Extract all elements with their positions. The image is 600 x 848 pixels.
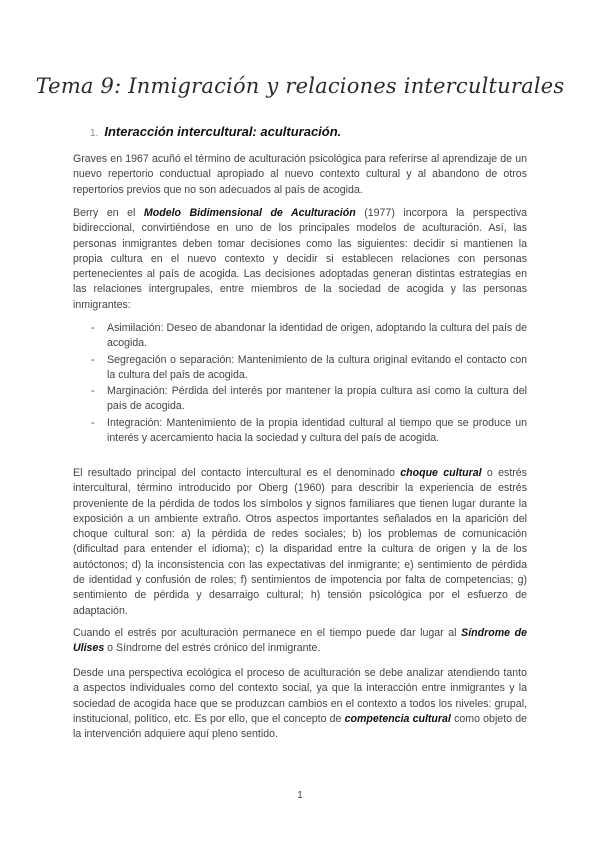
text-span: o Síndrome del estrés crónico del inmigrante. xyxy=(104,642,321,655)
bold-term: Síndrome de Ulises xyxy=(73,627,527,655)
list-item xyxy=(73,321,527,352)
list-item-text: Marginación: Pérdida del interés por mantener la propia cultura así como la cultura del país de acogida. xyxy=(107,385,527,413)
list-item xyxy=(73,384,527,415)
text-span: El resultado principal del contacto intercultural es el denominado xyxy=(73,467,401,479)
page-number: 1 xyxy=(297,790,303,801)
text-span: o estrés intercultural, término introducido por Oberg (1960) para describir la experiencia de estrés proveniente de la pérdida de todos los símbolos y signos familiares que tienen lugar durante la exposición a un ambiente extraño. Otros aspectos importantes señalados en la aparición del choque cultural son: a) la pérdida de redes sociales; b) los problemas de comunicación (dificultad para entender el idioma); c) la disparidad entre la cultura de origen y la de los autóctonos; d) la inconsistencia con las expectativas del inmigrante; e) sentimiento de pérdida de identidad y confusión de roles; f) sentimientos de impotencia por falta de competencias; g) sentimiento de pérdida y desarraigo cultural; h) tensión psicológica por el esfuerzo de adaptación. xyxy=(73,467,527,617)
list-marker: - xyxy=(91,416,95,429)
section-heading xyxy=(90,124,341,139)
list-item xyxy=(73,353,527,384)
page-title: Tema 9: Inmigración y relaciones interculturales xyxy=(35,74,565,98)
bold-term: choque cultural xyxy=(400,467,482,479)
bold-term: Modelo Bidimensional de Aculturación xyxy=(143,207,356,219)
list-marker: - xyxy=(91,322,95,334)
list-item-text: Integración: Mantenimiento de la propia identidad cultural al tiempo que se produce un interés y acercamiento hacia la sociedad y cultura del país de acogida. xyxy=(107,416,527,445)
text-span: Desde una perspectiva ecológica el proceso de aculturación se debe analizar atendiendo tanto a aspectos individuales como del contexto social, ya que la interacción entre inmigrantes y la sociedad de acogida hace que se produzcan cambios en el contexto a todos los niveles: grupal, institucional, político, etc. Es por ello, que el concepto de xyxy=(73,667,527,725)
section-heading-text: Interacción intercultural: aculturación. xyxy=(104,124,342,139)
list-marker: - xyxy=(91,353,95,366)
paragraph-choque-cultural xyxy=(73,466,527,619)
text-span: como objeto de la intervención adquiere aquí pleno sentido. xyxy=(73,712,528,741)
bold-term: competencia cultural xyxy=(344,712,451,725)
text-span: Cuando el estrés por aculturación permanece en el tiempo puede dar lugar al xyxy=(73,627,462,639)
paragraph-sindrome-ulises xyxy=(73,626,527,657)
strategy-list xyxy=(73,321,527,447)
paragraph-perspectiva-ecologica xyxy=(73,666,527,742)
paragraph-berry xyxy=(73,206,527,313)
list-item xyxy=(73,416,527,447)
text-span: Berry en el xyxy=(73,207,144,219)
paragraph-graves: Graves en 1967 acuñó el término de aculturación psicológica para referirse al aprendizaje de un nuevo repertorio conductual apropiado al nuevo contexto cultural y al abandono de otros repertorios previos que no son adecuados al país de acogida. xyxy=(73,153,527,196)
list-item-text: Segregación o separación: Mantenimiento de la cultura original evitando el contacto con la cultura del país de acogida. xyxy=(107,353,527,381)
text-span: (1977) incorpora la perspectiva bidireccional, convirtiéndose en uno de los principales modelos de aculturación. Así, las personas inmigrantes deben tomar decisiones como las siguientes: decidir si mantienen la propia cultura en el nuevo contexto y decidir si establecen relaciones con personas pertenecientes al país de acogida. Las decisiones adoptadas generan distintas estrategias en las relaciones intergrupales, entre miembros de la sociedad de acogida y las personas inmigrantes: xyxy=(73,207,528,311)
list-item-text: Asimilación: Deseo de abandonar la identidad de origen, adoptando la cultura del país de acogida. xyxy=(107,322,527,350)
list-marker: - xyxy=(91,385,95,398)
section-number: 1. xyxy=(90,128,99,139)
